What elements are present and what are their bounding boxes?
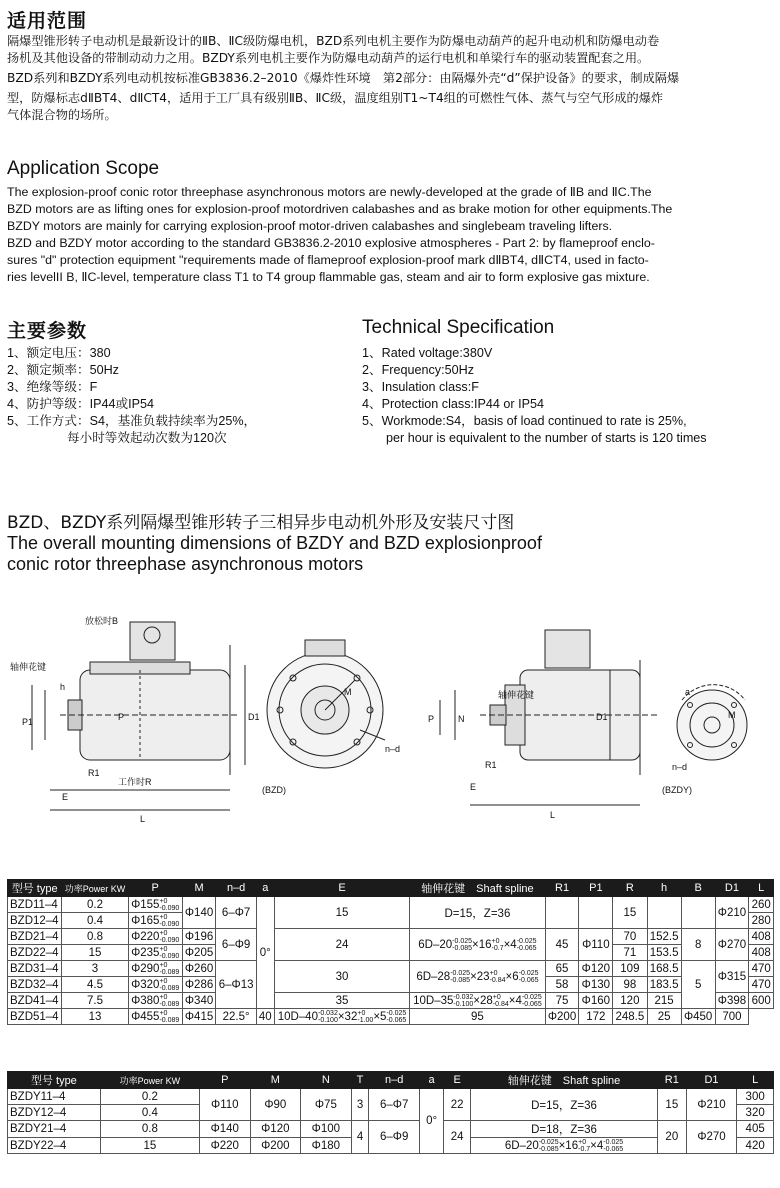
cell-l: 280	[749, 913, 774, 929]
col-p1: P1	[579, 880, 613, 897]
col-type: 型号 type	[8, 880, 62, 897]
cell-power: 0.8	[62, 929, 128, 945]
label-bzdy: (BZDY)	[662, 785, 692, 795]
scope-en-line: BZDY motors are mainly for carrying explosion-proof motor-driven calabashes and singlebeam traveling lifters.	[7, 219, 613, 233]
col-power: 功率Power KW	[100, 1072, 199, 1089]
label-nd-bzdy: n–d	[672, 762, 688, 772]
col-p: P	[128, 880, 182, 897]
col-r: R	[613, 880, 647, 897]
cell-e: 24	[444, 1121, 471, 1154]
cell-type: BZD31–4	[8, 961, 62, 977]
cell-spline: D=18，Z=36	[471, 1121, 658, 1138]
scope-cn-text	[7, 33, 777, 124]
cell-p: Φ290+0 -0.089	[128, 961, 182, 977]
section-title-en: Application Scope	[7, 158, 160, 179]
cell-r1: 15	[657, 1089, 686, 1121]
label-h: h	[60, 682, 66, 692]
cell-type: BZD12–4	[8, 913, 62, 929]
cell-n: Φ180	[301, 1138, 352, 1154]
col-d1: D1	[715, 880, 749, 897]
cell-m: Φ340	[182, 993, 216, 1009]
bzdy-side-view	[440, 630, 660, 805]
cell-l: 470	[749, 977, 774, 993]
cell-l: 320	[737, 1105, 774, 1121]
cell-p: Φ380+0 -0.089	[128, 993, 182, 1009]
cell-t: 4	[351, 1121, 369, 1154]
cell-a: 22.5°	[216, 1009, 256, 1025]
cell-p: Φ165+0 -0.090	[128, 913, 182, 929]
scope-en-line: The explosion-proof conic rotor threephase asynchronous motors are newly-developed at the grade of ⅡB and ⅡC.The	[7, 185, 652, 199]
param-item: 1、Rated voltage:380V	[362, 346, 493, 360]
col-a: a	[419, 1072, 443, 1089]
cell-type: BZDY22–4	[8, 1138, 101, 1154]
table-header-row	[8, 1072, 774, 1089]
label-shaft-spline-bzdy: 轴伸花键	[498, 690, 535, 700]
label-nd: n–d	[385, 744, 401, 754]
cell-l: 408	[749, 929, 774, 945]
cell-p: Φ455+0 -0.089	[128, 1009, 182, 1025]
cell-spline: D=15，Z=36	[471, 1089, 658, 1121]
cell-r1	[545, 897, 579, 929]
cell-r: 71	[613, 945, 647, 961]
cell-b	[681, 897, 715, 929]
cell-spline: D=15，Z=36	[410, 897, 545, 929]
scope-en-line: ries levelII B, ⅡC-level, temperature class T1 to T4 group flammable gas, steam and air to form explosive gas mixture.	[7, 270, 650, 284]
cell-r1: 65	[545, 961, 579, 977]
cell-m: Φ415	[182, 1009, 216, 1025]
cell-p: Φ235+0 -0.090	[128, 945, 182, 961]
col-spline: 轴伸花键 Shaft spline	[410, 880, 545, 897]
cell-nd: 6–Φ9	[369, 1121, 420, 1154]
col-b: B	[681, 880, 715, 897]
col-nd: n–d	[216, 880, 256, 897]
bzd-dimension-table	[7, 879, 774, 1025]
cell-e: 22	[444, 1089, 471, 1121]
cell-h: 168.5	[647, 961, 681, 977]
cell-h: 248.5	[613, 1009, 647, 1025]
cell-spline: 6D–28-0.025 -0.085×23+0 -0.84×6-0.025 -0.065	[410, 961, 545, 993]
scope-cn-line: 扬机及其他设备的带制动动力之用。BZDY系列电机主要作为防爆电动葫芦的运行电机和单梁行车的驱动装置配套之用。	[7, 51, 650, 65]
cell-e: 15	[274, 897, 409, 929]
cell-p1	[579, 897, 613, 929]
cell-d1: Φ210	[715, 897, 749, 929]
cell-type: BZD21–4	[8, 929, 62, 945]
cell-p1: Φ130	[579, 977, 613, 993]
cell-d1: Φ450	[681, 1009, 715, 1025]
cell-n: Φ75	[301, 1089, 352, 1121]
cell-type: BZD11–4	[8, 897, 62, 913]
col-p: P	[200, 1072, 251, 1089]
param-item: 2、额定频率：50Hz	[7, 363, 119, 377]
cell-b: 8	[681, 929, 715, 961]
dims-title-en	[7, 533, 542, 575]
col-l: L	[749, 880, 774, 897]
cell-l: 470	[749, 961, 774, 977]
cell-spline: 6D–20-0.025 -0.085×16+0 -0.7×4-0.025 -0.065	[410, 929, 545, 961]
cell-power: 4.5	[62, 977, 128, 993]
cell-r: 109	[613, 961, 647, 977]
cell-l: 300	[737, 1089, 774, 1105]
table-row	[8, 929, 774, 945]
cell-type: BZDY21–4	[8, 1121, 101, 1138]
dims-title-cn: BZD、BZDY系列隔爆型锥形转子三相异步电动机外形及安装尺寸图	[7, 513, 515, 533]
cell-d1: Φ315	[715, 961, 749, 993]
col-e: E	[274, 880, 409, 897]
cell-type: BZD51–4	[8, 1009, 62, 1025]
param-item-cont: 每小时等效起动次数为120次	[67, 431, 227, 445]
params-title-en: Technical Specification	[362, 317, 555, 338]
table-row	[8, 1009, 774, 1025]
cell-n: Φ100	[301, 1121, 352, 1138]
param-item: 4、Protection class:IP44 or IP54	[362, 397, 545, 411]
params-cn-list	[7, 345, 256, 447]
cell-r1: 95	[410, 1009, 545, 1025]
label-l: L	[140, 814, 146, 824]
dims-title-en-line: The overall mounting dimensions of BZDY and BZD explosionproof	[7, 533, 542, 553]
cell-type: BZD32–4	[8, 977, 62, 993]
cell-l: 260	[749, 897, 774, 913]
cell-l: 700	[715, 1009, 749, 1025]
cell-m: Φ120	[250, 1121, 301, 1138]
cell-m: Φ196	[182, 929, 216, 945]
label-r1: R1	[88, 768, 100, 778]
param-item: 3、Insulation class:F	[362, 380, 479, 394]
param-item: 2、Frequency:50Hz	[362, 363, 474, 377]
param-item: 5、Workmode:S4，basis of load continued to rate is 25%,	[362, 414, 687, 428]
cell-m: Φ140	[182, 897, 216, 929]
dims-title-en-line: conic rotor threephase asynchronous motors	[7, 554, 364, 574]
mounting-drawing	[0, 600, 780, 855]
cell-type: BZDY12–4	[8, 1105, 101, 1121]
cell-l: 405	[737, 1121, 774, 1138]
label-shaft-spline: 轴伸花键	[10, 662, 47, 672]
cell-h: 215	[647, 993, 681, 1009]
cell-d1: Φ270	[715, 929, 749, 961]
table-row	[8, 1121, 774, 1138]
cell-h	[647, 897, 681, 929]
cell-d1: Φ210	[686, 1089, 737, 1121]
cell-power: 15	[62, 945, 128, 961]
cell-p1: Φ110	[579, 929, 613, 961]
params-en-list	[362, 345, 707, 447]
params-title-cn: 主要参数	[7, 320, 88, 342]
cell-m: Φ286	[182, 977, 216, 993]
scope-cn-line: 型，防爆标志dⅡBT4、dⅡCT4，适用于工厂具有级别ⅡB、ⅡC级，温度组别T1~T4组的可燃性气体、蒸气与空气形成的爆炸	[7, 91, 664, 105]
cell-m: Φ90	[250, 1089, 301, 1121]
cell-p: Φ220	[200, 1138, 251, 1154]
cell-b: 5	[681, 961, 715, 1009]
cell-l: 420	[737, 1138, 774, 1154]
scope-cn-line: 气体混合物的场所。	[7, 108, 117, 122]
label-p1: P1	[22, 717, 34, 727]
scope-en-line: BZD motors are as lifting ones for explosion-proof motordriven calabashes and as brake motion for other equipments.The	[7, 202, 673, 216]
col-m: M	[182, 880, 216, 897]
label-n: N	[458, 714, 465, 724]
cell-e: 35	[274, 993, 409, 1009]
table-row	[8, 1089, 774, 1105]
cell-nd: 6–Φ7	[216, 897, 256, 929]
cell-d1: Φ398	[715, 993, 749, 1009]
cell-power: 0.4	[100, 1105, 199, 1121]
scope-en-line: BZD and BZDY motor according to the standard GB3836.2-2010 explosive atmospheres - Part 2: by flameproof enclo-	[7, 236, 655, 250]
scope-cn-line: 隔爆型锥形转子电动机是最新设计的ⅡB、ⅡC级防爆电机，BZD系列电机主要作为防爆电动葫芦的起升电动机和防爆电动卷	[7, 34, 660, 48]
cell-power: 15	[100, 1138, 199, 1154]
table-header-row	[8, 880, 774, 897]
cell-spline: 10D–40-0.032 -0.100×32+0 -1.00×5-0.025 -0.065	[274, 1009, 409, 1025]
label-d1-bzdy: D1	[596, 712, 608, 722]
cell-r: 98	[613, 977, 647, 993]
cell-p: Φ140	[200, 1121, 251, 1138]
cell-type: BZDY11–4	[8, 1089, 101, 1105]
cell-p: Φ320+0 -0.089	[128, 977, 182, 993]
cell-spline: 10D–35-0.032 -0.100×28+0 -0.84×4-0.025 -0.065	[410, 993, 545, 1009]
cell-t: 3	[351, 1089, 369, 1121]
scope-cn-line: BZD系列和BZDY系列电动机按标准GB3836.2–2010《爆炸性环境 第2部分：由隔爆外壳“d”保护设备》的要求，制成隔爆	[7, 71, 680, 85]
cell-a: 0°	[256, 897, 274, 1009]
label-r1-bzdy: R1	[485, 760, 497, 770]
col-m: M	[250, 1072, 301, 1089]
cell-power: 3	[62, 961, 128, 977]
cell-power: 13	[62, 1009, 128, 1025]
label-p-bzdy: P	[428, 714, 435, 724]
cell-power: 7.5	[62, 993, 128, 1009]
cell-r1: 45	[545, 929, 579, 961]
cell-type: BZD41–4	[8, 993, 62, 1009]
col-d1: D1	[686, 1072, 737, 1089]
cell-r: 70	[613, 929, 647, 945]
cell-r1: 58	[545, 977, 579, 993]
label-d1: D1	[248, 712, 260, 722]
scope-en-text	[7, 184, 777, 286]
cell-a: 0°	[419, 1089, 443, 1154]
table-row	[8, 897, 774, 913]
col-n: N	[301, 1072, 352, 1089]
section-title-cn: 适用范围	[7, 10, 88, 32]
label-release-b: 放松时B	[85, 616, 119, 626]
param-item-cont: per hour is equivalent to the number of starts is 120 times	[386, 431, 707, 445]
col-e: E	[444, 1072, 471, 1089]
cell-l: 600	[749, 993, 774, 1009]
scope-en-line: sures "d" protection equipment "requirements made of flameproof explosion-proof mark dⅡBT4, dⅡCT4, used in facto-	[7, 253, 649, 267]
cell-e: 24	[274, 929, 409, 961]
label-a: a	[685, 687, 691, 697]
cell-p1: Φ200	[545, 1009, 579, 1025]
cell-nd: 6–Φ9	[216, 929, 256, 961]
cell-h: 153.5	[647, 945, 681, 961]
cell-power: 0.4	[62, 913, 128, 929]
cell-r: 15	[613, 897, 647, 929]
col-spline: 轴伸花键 Shaft spline	[471, 1072, 658, 1089]
label-work-r: 工作时R	[118, 777, 152, 787]
cell-r1: 75	[545, 993, 579, 1009]
cell-power: 0.8	[100, 1121, 199, 1138]
cell-r1: 20	[657, 1121, 686, 1154]
col-type: 型号 type	[8, 1072, 101, 1089]
cell-r: 172	[579, 1009, 613, 1025]
label-p: P	[118, 712, 125, 722]
label-m-bzdy: M	[728, 710, 736, 720]
label-bzd: (BZD)	[262, 785, 286, 795]
cell-p: Φ220+0 -0.090	[128, 929, 182, 945]
col-nd: n–d	[369, 1072, 420, 1089]
col-r1: R1	[657, 1072, 686, 1089]
cell-d1: Φ270	[686, 1121, 737, 1154]
col-t: T	[351, 1072, 369, 1089]
cell-e: 40	[256, 1009, 274, 1025]
param-item: 4、防护等级：IP44或IP54	[7, 397, 154, 411]
cell-p: Φ110	[200, 1089, 251, 1121]
param-item: 3、绝缘等级：F	[7, 380, 98, 394]
cell-power: 0.2	[62, 897, 128, 913]
bzd-end-view	[267, 640, 385, 768]
cell-l: 408	[749, 945, 774, 961]
cell-m: Φ205	[182, 945, 216, 961]
col-r1: R1	[545, 880, 579, 897]
cell-h: 183.5	[647, 977, 681, 993]
col-power: 功率Power KW	[62, 880, 128, 897]
cell-nd: 6–Φ7	[369, 1089, 420, 1121]
col-a: a	[256, 880, 274, 897]
col-l: L	[737, 1072, 774, 1089]
cell-power: 0.2	[100, 1089, 199, 1105]
cell-type: BZD22–4	[8, 945, 62, 961]
cell-m: Φ260	[182, 961, 216, 977]
cell-m: Φ200	[250, 1138, 301, 1154]
cell-spline: 6D–20-0.025 -0.085×16+0 -0.7×4-0.025 -0.065	[471, 1138, 658, 1154]
label-l-bzdy: L	[550, 810, 556, 820]
cell-b: 25	[647, 1009, 681, 1025]
table-row	[8, 993, 774, 1009]
cell-p1: Φ120	[579, 961, 613, 977]
cell-e: 30	[274, 961, 409, 993]
cell-r: 120	[613, 993, 647, 1009]
table-row	[8, 961, 774, 977]
cell-p1: Φ160	[579, 993, 613, 1009]
bzdy-dimension-table	[7, 1071, 774, 1154]
label-m: M	[344, 687, 352, 697]
label-e-bzdy: E	[470, 782, 477, 792]
cell-nd: 6–Φ13	[216, 961, 256, 1009]
label-e: E	[62, 792, 69, 802]
col-h: h	[647, 880, 681, 897]
cell-h: 152.5	[647, 929, 681, 945]
param-item: 1、额定电压：380	[7, 346, 111, 360]
cell-p: Φ155+0 -0.090	[128, 897, 182, 913]
param-item: 5、工作方式：S4，基准负载持续率为25%，	[7, 414, 257, 428]
